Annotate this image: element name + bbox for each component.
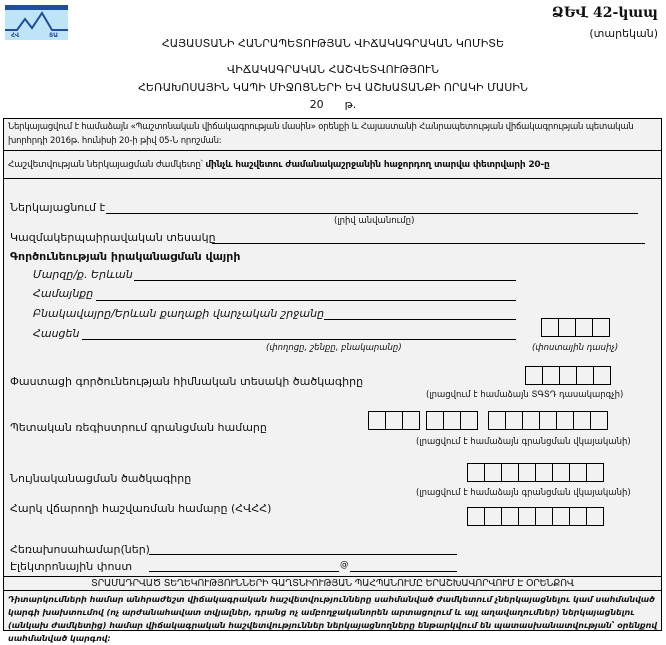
id-code-cells[interactable] [468,463,604,482]
digit-cell[interactable] [576,366,594,385]
digit-cell[interactable] [484,507,502,526]
digit-cell[interactable] [518,507,536,526]
digit-cell[interactable] [443,411,461,430]
digit-cell[interactable] [542,366,560,385]
digit-cell[interactable] [558,318,576,337]
digit-cell[interactable] [586,463,604,482]
registry-part2-cells[interactable] [427,411,478,430]
form-body: Ներկայացվում է համաձայն «Պաշտոնական վիճակագրության մասին» օրենքի և Հայաստանի Հանրապետության վիճակագրության պետական խորհրդի 2016թ. հունիսի 20-ի թիվ 05-Ն որոշման: Հաշվետվության ներկայացման ժամկետը՝ մինչև հաշվետու ժամանակաշրջանին հաջորդող տարվա փետրվարի 20-ը Ներկայացնում է (լրիվ անվանումը) Կազմակերպաիրավական տեսակը Գործունեության իրականացման վայրի Մարզը/ք. Երևան Համայնքը Բնակավայրը/Երևան քաղաքի վարչական շրջանը Հասցեն (փողոցը, շենքը, բնակարանը) (փոստային դասիչ) Փաստացի գործունեության հիմնական տեսակի ծածկագիրը (լրացվում է համաձայն ՏԳՏԴ դասակարգչի) Պետական ռեգիստրում գրանցման համարը (լրացվում է համաձայն գրանցման վկայականի) Նույնականացման ծածկագիրը (լրացվում է համաձայն գրանցման վկայականի) Հարկ վճարողի հաշվառման համարը (ՀՎՀՀ) Հեռախոսահամար(ներ) Էլեկտրոնային փոստ @ ՏՐԱՄԱԴՐՎԱԾ ՏԵՂԵԿՈՒԹՅՈՒՆՆԵՐԻ ԳԱՂՏՆԻՈՒԹՅԱՆ ՊԱՀՊԱՆՈՒՄԸ ԵՐԱՇԽԱՎՈՐՎՈՒՄ Է ՕՐԵՆՔՈՎ Դիտարկումների համար անհրաժեշտ վիճակագրական հաշվետվությունները սահմանված ժամկետում չներկայացնելու կամ սահմանված կարգի խախտումով (ոչ արժանահավատ տվյալներ, դրանց ոչ ամբողջականորեն արտացոլում և այլ աղավաղումներ) ներկայացնելու (անկախ ժամկետից) համար վիճակագրական հաշվետվություններ ներկայացնողները ենթարկվում են պատասխանատվության՝ օրենքով սահմանված կարգով: [3,118,662,631]
digit-cell[interactable] [552,507,570,526]
digit-cell[interactable] [402,411,420,430]
form-code: ՁԵՎ 42-կապ [551,5,658,21]
form-period: (տարեկան) [589,27,658,40]
digit-cell[interactable] [573,411,591,430]
digit-cell[interactable] [552,463,570,482]
digit-cell[interactable] [467,463,485,482]
digit-cell[interactable] [592,318,610,337]
digit-cell[interactable] [541,318,559,337]
phone-field[interactable] [149,554,457,555]
digit-cell[interactable] [556,411,574,430]
digit-cell[interactable] [501,507,519,526]
activity-code-cells[interactable] [526,366,611,385]
digit-cell[interactable] [586,507,604,526]
digit-cell[interactable] [535,507,553,526]
legal-form-field[interactable] [212,243,645,244]
registry-part3-cells[interactable] [489,411,608,430]
digit-cell[interactable] [501,463,519,482]
region-field[interactable] [134,280,516,281]
digit-cell[interactable] [467,507,485,526]
report-year: 20 թ. [309,98,357,111]
tax-number-cells[interactable] [468,507,604,526]
report-title: ՎԻՃԱԿԱԳՐԱԿԱՆ ՀԱՇՎԵՏՎՈՒԹՅՈՒՆ [227,63,439,76]
digit-cell[interactable] [488,411,506,430]
email-user-field[interactable] [149,571,339,572]
digit-cell[interactable] [575,318,593,337]
digit-cell[interactable] [385,411,403,430]
digit-cell[interactable] [518,463,536,482]
digit-cell[interactable] [484,463,502,482]
digit-cell[interactable] [593,366,611,385]
digit-cell[interactable] [525,366,543,385]
digit-cell[interactable] [426,411,444,430]
email-domain-field[interactable] [350,571,457,572]
logo: ՀՎ ՏԱ [5,5,68,40]
digit-cell[interactable] [522,411,540,430]
deadline: Հաշվետվության ներկայացման ժամկետը՝ մինչև հաշվետու ժամանակաշրջանին հաջորդող տարվա փետրվարի 20-ը [4,151,661,179]
community-field[interactable] [96,300,516,301]
digit-cell[interactable] [535,463,553,482]
address-field[interactable] [82,339,516,340]
digit-cell[interactable] [460,411,478,430]
digit-cell[interactable] [559,366,577,385]
digit-cell[interactable] [569,507,587,526]
digit-cell[interactable] [368,411,386,430]
settlement-field[interactable] [324,319,516,320]
report-subtitle: ՀԵՌԱԽՈՍԱՅԻՆ ԿԱՊԻ ՄԻՋՈՑՆԵՐԻ ԵՎ ԱՇԽԱՏԱՆՔԻ ՈՐԱԿԻ ՄԱՍԻՆ [138,81,528,94]
postal-code-cells[interactable] [542,318,610,337]
organization-name: ՀԱՅԱՍՏԱՆԻ ՀԱՆՐԱՊԵՏՈՒԹՅԱՆ ՎԻՃԱԿԱԳՐԱԿԱՆ ԿՈՄԻՏԵ [161,37,505,50]
confidentiality-banner: ՏՐԱՄԱԴՐՎԱԾ ՏԵՂԵԿՈՒԹՅՈՒՆՆԵՐԻ ԳԱՂՏՆԻՈՒԹՅԱՆ ՊԱՀՊԱՆՈՒՄԸ ԵՐԱՇԽԱՎՈՐՎՈՒՄ Է ՕՐԵՆՔՈՎ [4,576,661,591]
location-heading: Գործունեության իրականացման վայրի [10,250,241,263]
presenter-field[interactable] [106,213,638,214]
liability-note: Դիտարկումների համար անհրաժեշտ վիճակագրական հաշվետվությունները սահմանված ժամկետում չներկայացնելու կամ սահմանված կարգի խախտումով (ոչ արժանահավատ տվյալներ, դրանց ոչ ամբողջականորեն արտացոլում և այլ աղավաղումներ) ներկայացնելու (անկախ ժամկետից) համար վիճակագրական հաշվետվություններ ներկայացնողները ենթարկվում են պատասխանատվության՝ օրենքով սահմանված կարգով: [8,595,658,643]
digit-cell[interactable] [590,411,608,430]
digit-cell[interactable] [569,463,587,482]
digit-cell[interactable] [539,411,557,430]
legal-basis: Ներկայացվում է համաձայն «Պաշտոնական վիճակագրության մասին» օրենքի և Հայաստանի Հանրապետության վիճակագրության պետական խորհրդի 2016թ. հունիսի 20-ի թիվ 05-Ն որոշման: [4,119,661,151]
digit-cell[interactable] [505,411,523,430]
registry-part1-cells[interactable] [369,411,420,430]
